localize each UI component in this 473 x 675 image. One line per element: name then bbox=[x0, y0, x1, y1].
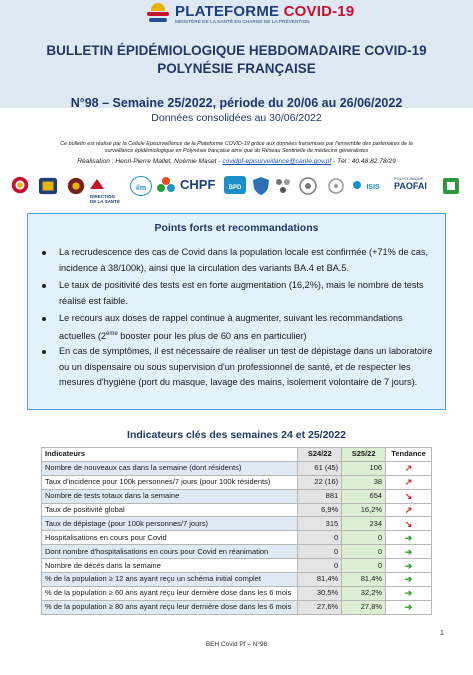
trend-arrow-icon: ↗ bbox=[386, 475, 432, 489]
indicator-label: Dont nombre d'hospitalisations en cours pour Covid en réanimation bbox=[42, 545, 298, 559]
value-s25: 81,4% bbox=[342, 573, 386, 587]
indicators-title: Indicateurs clés des semaines 24 et 25/2022 bbox=[127, 429, 346, 441]
indicators-table bbox=[41, 447, 432, 615]
value-s24: 81,4% bbox=[298, 573, 342, 587]
platform-emblem-icon bbox=[145, 3, 171, 25]
value-s25: 234 bbox=[342, 517, 386, 531]
value-s24: 27,6% bbox=[298, 600, 342, 614]
highlights-box bbox=[27, 213, 446, 410]
table-row bbox=[42, 517, 432, 531]
value-s25: 654 bbox=[342, 489, 386, 503]
highlight-bullet: Le taux de positivité des tests est en forte augmentation (16,2%), mais le nombre de tests réalisé est faible. bbox=[42, 278, 434, 309]
indicator-label: Nombre de décès dans la semaine bbox=[42, 559, 298, 573]
green-logo-icon bbox=[442, 176, 460, 196]
table-header-row bbox=[42, 448, 432, 462]
header-tendance: Tendance bbox=[386, 448, 432, 462]
indicator-label: Taux de dépistage (pour 100k personnes/7 jours) bbox=[42, 517, 298, 531]
contact-email-link[interactable]: covidpf-episurveillance@sante.gov.pf bbox=[222, 158, 332, 165]
value-s24: 315 bbox=[298, 517, 342, 531]
highlights-title: Points forts et recommandations bbox=[154, 222, 319, 234]
value-s24: 0 bbox=[298, 545, 342, 559]
value-s25: 0 bbox=[342, 531, 386, 545]
shield-logo-icon bbox=[252, 176, 270, 196]
table-row bbox=[42, 531, 432, 545]
trend-arrow-icon: ↗ bbox=[386, 503, 432, 517]
trend-arrow-icon: ➔ bbox=[386, 545, 432, 559]
indicator-label: % de la population ≥ 12 ans ayant reçu un schéma initial complet bbox=[42, 573, 298, 587]
ministry-seal-icon bbox=[36, 176, 60, 196]
government-seal-icon bbox=[66, 176, 86, 196]
flower-logo-icon bbox=[156, 176, 176, 196]
circle-logo-icon bbox=[298, 176, 318, 196]
value-s25: 32,2% bbox=[342, 586, 386, 600]
value-s24: 0 bbox=[298, 531, 342, 545]
direction-sante-logo: DIRECTION DE LA SANTÉ bbox=[90, 176, 120, 196]
platform-logo bbox=[145, 3, 354, 25]
trend-arrow-icon: ↗ bbox=[386, 461, 432, 475]
trend-arrow-icon: ➔ bbox=[386, 531, 432, 545]
indicator-label: Nombre de nouveaux cas dans la semaine (dont résidents) bbox=[42, 461, 298, 475]
indicator-label: % de la population ≥ 60 ans ayant reçu leur dernière dose dans les 6 mois bbox=[42, 586, 298, 600]
trend-arrow-icon: ➔ bbox=[386, 573, 432, 587]
value-s24: 881 bbox=[298, 489, 342, 503]
table-row bbox=[42, 503, 432, 517]
bulletin-subtitle: POLYNÉSIE FRANÇAISE bbox=[157, 61, 316, 76]
value-s24: 6,9% bbox=[298, 503, 342, 517]
bulletin-title: BULLETIN ÉPIDÉMIOLOGIQUE HEBDOMADAIRE COVID-19 bbox=[46, 43, 427, 58]
value-s24: 30,5% bbox=[298, 586, 342, 600]
value-s25: 0 bbox=[342, 545, 386, 559]
isis-icon bbox=[352, 178, 362, 192]
credits-text: Ce bulletin est réalisé par la Cellule Episurveillance de la Plateforme COVID-19 grâce aux données transmises par l'ensemble des partenaires de la surveillance épidémiologique en Polynésie française ainsi que du Réseau Sentinelle de médecins généralistes bbox=[60, 141, 413, 154]
table-row bbox=[42, 475, 432, 489]
header-s25: S25/22 bbox=[342, 448, 386, 462]
value-s24: 22 (16) bbox=[298, 475, 342, 489]
value-s24: 0 bbox=[298, 559, 342, 573]
table-row bbox=[42, 586, 432, 600]
table-row bbox=[42, 545, 432, 559]
direction-sante-icon bbox=[90, 179, 104, 189]
table-row bbox=[42, 461, 432, 475]
header-indicateurs: Indicateurs bbox=[42, 448, 298, 462]
paofai-logo: POLYCLINIQUE PAOFAI bbox=[394, 176, 427, 191]
issue-number: N°98 – Semaine 25/2022, période du 20/06 au 26/06/2022 bbox=[70, 96, 403, 110]
star-logo-icon bbox=[322, 176, 350, 196]
value-s24: 61 (45) bbox=[298, 461, 342, 475]
chpf-logo: CHPF bbox=[180, 177, 216, 192]
partner-logos bbox=[10, 174, 463, 204]
indicator-label: Nombre de tests totaux dans la semaine bbox=[42, 489, 298, 503]
consolidation-date: Données consolidées au 30/06/2022 bbox=[151, 112, 322, 124]
indicator-label: % de la population ≥ 80 ans ayant reçu leur dernière dose dans les 6 mois bbox=[42, 600, 298, 614]
dots-logo-icon bbox=[274, 176, 292, 196]
trend-arrow-icon: ➔ bbox=[386, 559, 432, 573]
page-footer: BEH Covid Pf – N°98 bbox=[205, 641, 268, 648]
ministry-subtitle: MINISTÈRE DE LA SANTÉ EN CHARGE DE LA PRÉVENTION bbox=[175, 18, 310, 24]
trend-arrow-icon: ➔ bbox=[386, 586, 432, 600]
isis-logo: ISIS bbox=[352, 176, 388, 196]
trend-arrow-icon: ➔ bbox=[386, 600, 432, 614]
ilm-logo: ilm bbox=[130, 176, 152, 196]
credits-contact: Réalisation : Henri-Pierre Mallet, Noémie Maset - covidpf-episurveillance@sante.gov.pf - Tél : 40.48.82.78/29 bbox=[77, 158, 396, 165]
highlight-bullet: Le recours aux doses de rappel continue à augmenter, suivant les recommandations actuelles (2ème booster pour les plus de 60 ans en particulier) bbox=[42, 311, 434, 344]
table-row bbox=[42, 489, 432, 503]
trend-arrow-icon: ↘ bbox=[386, 489, 432, 503]
page-number: 1 bbox=[440, 630, 444, 637]
indicator-label: Hospitalisations en cours pour Covid bbox=[42, 531, 298, 545]
highlight-bullet: En cas de symptômes, il est nécessaire de réaliser un test de dépistage dans un laboratoire ou un dispensaire ou sous supervision d'un professionnel de santé, et de respecter les mesures d'hygiène (port du masque, lavage des mains, isolement volontaire de 7 jours). bbox=[42, 344, 434, 391]
value-s25: 16,2% bbox=[342, 503, 386, 517]
table-row bbox=[42, 600, 432, 614]
table-row bbox=[42, 559, 432, 573]
polynesia-seal-icon bbox=[10, 176, 30, 196]
bpd-logo: BPD bbox=[224, 176, 246, 194]
indicator-label: Taux de positivité global bbox=[42, 503, 298, 517]
value-s25: 106 bbox=[342, 461, 386, 475]
indicator-label: Taux d'incidence pour 100k personnes/7 jours (pour 100k résidents) bbox=[42, 475, 298, 489]
value-s25: 0 bbox=[342, 559, 386, 573]
table-row bbox=[42, 573, 432, 587]
value-s25: 27,8% bbox=[342, 600, 386, 614]
platform-name: PLATEFORME COVID-19 bbox=[175, 2, 355, 20]
header-s24: S24/22 bbox=[298, 448, 342, 462]
value-s25: 38 bbox=[342, 475, 386, 489]
trend-arrow-icon: ↘ bbox=[386, 517, 432, 531]
highlight-bullet: La recrudescence des cas de Covid dans la population locale est confirmée (+71% de cas, incidence à 38/100k), ainsi que la circulation des variants BA.4 et BA.5. bbox=[42, 245, 434, 276]
